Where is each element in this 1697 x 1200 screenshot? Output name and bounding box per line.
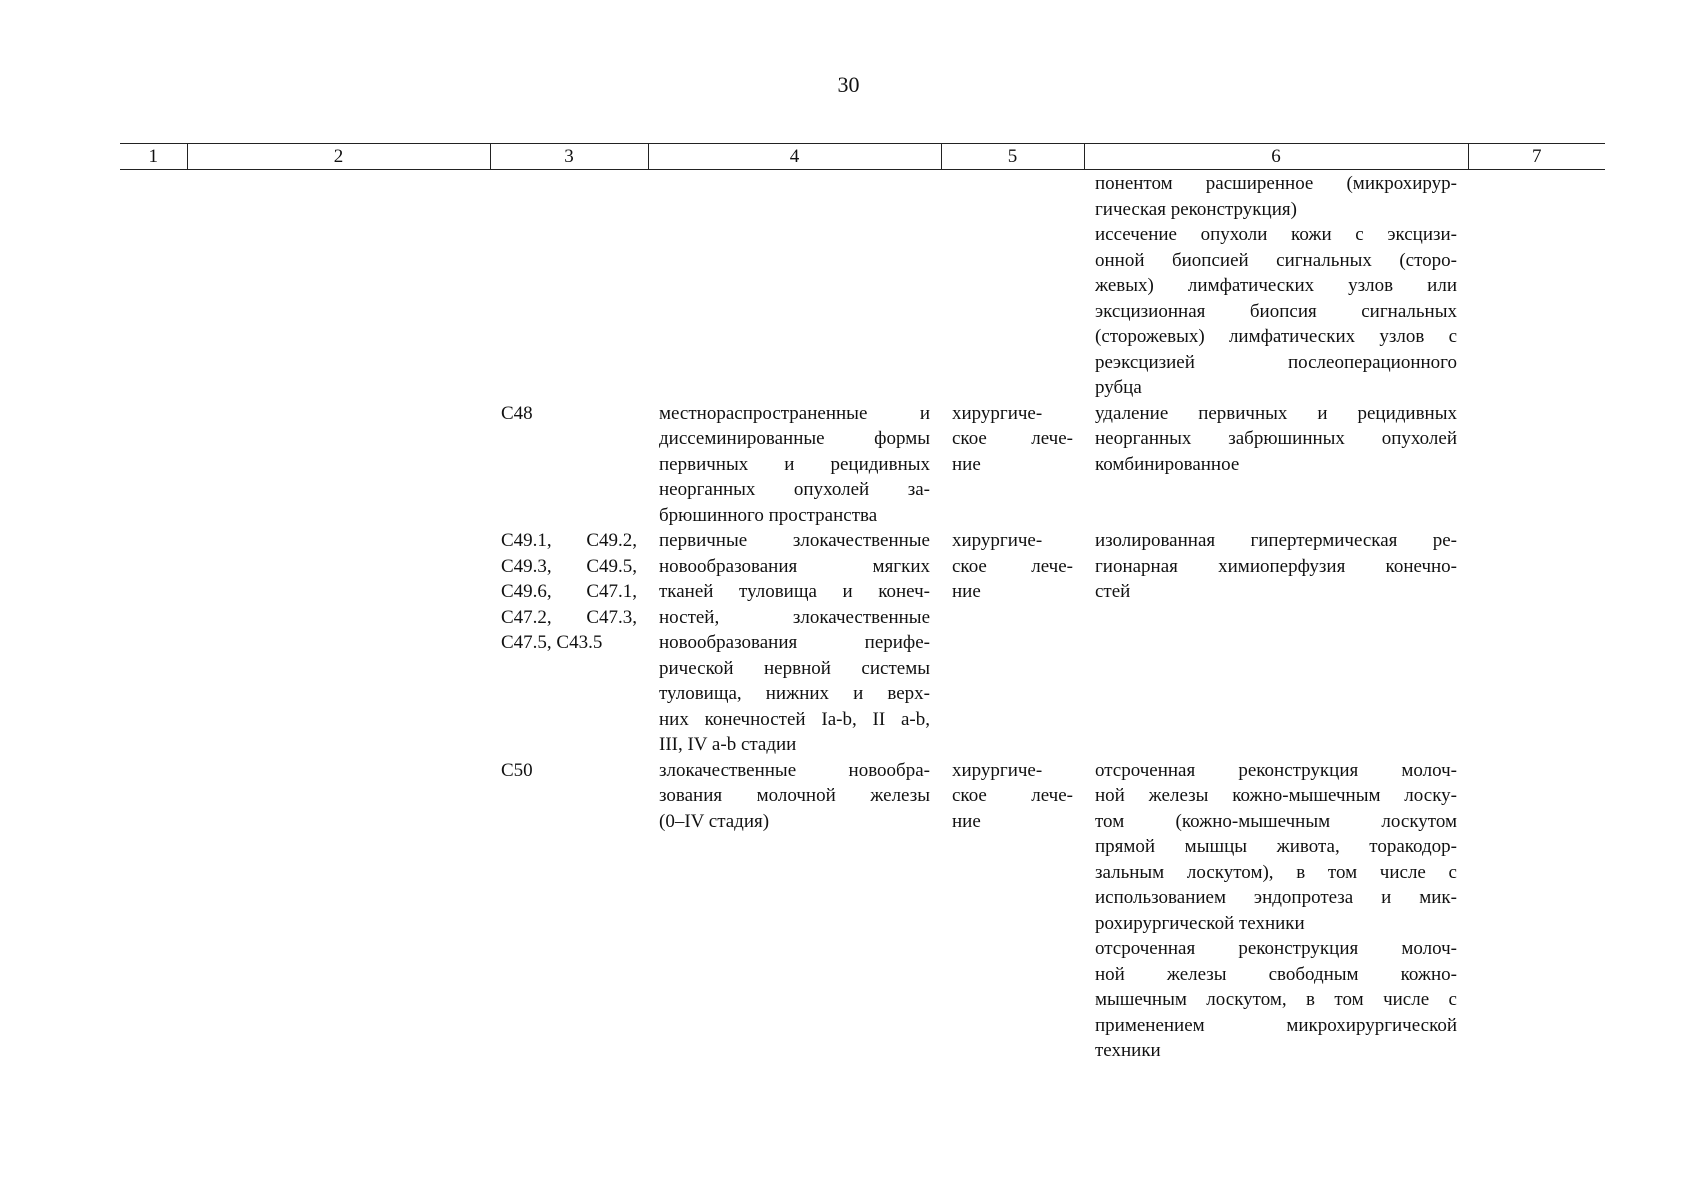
text-line: рической нервной системы xyxy=(659,657,930,679)
text-line: неорганных забрюшинных опухолей xyxy=(1095,428,1457,449)
table-row xyxy=(120,528,1605,758)
text-line: техники xyxy=(1095,1040,1161,1061)
text-line: ние xyxy=(952,581,981,602)
table-row xyxy=(120,401,1605,529)
text-line: неорганных опухолей за- xyxy=(659,479,930,500)
icd-code-cell xyxy=(490,758,648,1064)
text-line: эксцизионная биопсия сигнальных xyxy=(1095,300,1457,322)
column-number-header: 1 xyxy=(120,144,187,170)
text-line: C50 xyxy=(501,759,533,781)
table-row xyxy=(120,758,1605,1064)
text-line: том (кожно-мышечным лоскутом xyxy=(1095,810,1457,832)
medical-care-table xyxy=(120,143,1605,1064)
text-line: C47.5, C43.5 xyxy=(501,632,603,653)
text-line: C48 xyxy=(501,402,533,424)
page-number: 30 xyxy=(837,72,860,97)
text-line: местнораспространенные и xyxy=(659,402,930,424)
text-line: изолированная гипертермическая ре- xyxy=(1095,530,1457,551)
text-line: гионарная химиоперфузия конечно- xyxy=(1095,555,1457,577)
text-line: ние xyxy=(952,453,981,475)
text-line: туловища, нижних и верх- xyxy=(659,683,930,704)
text-line: ной железы кожно-мышечным лоску- xyxy=(1095,785,1457,806)
text-line: прямой мышцы живота, торакодор- xyxy=(1095,836,1457,857)
column-number-row xyxy=(120,144,1605,170)
method-cell xyxy=(1084,758,1468,1064)
text-line: новообразования перифе- xyxy=(659,632,930,653)
text-line: диссеминированные формы xyxy=(659,428,930,449)
text-line: III, IV a-b стадии xyxy=(659,734,797,755)
text-line: C49.1, C49.2, xyxy=(501,530,637,551)
text-line: стей xyxy=(1095,581,1131,602)
column-number-header: 2 xyxy=(187,144,490,170)
text-line: C49.3, C49.5, xyxy=(501,555,637,577)
column-number-header: 4 xyxy=(648,144,941,170)
text-line: использованием эндопротеза и мик- xyxy=(1095,887,1457,908)
text-line: новообразования мягких xyxy=(659,555,930,577)
treatment-type-cell xyxy=(941,758,1084,1064)
treatment-type-cell xyxy=(941,528,1084,758)
text-line: хирургиче- xyxy=(952,759,1043,781)
text-line: первичные злокачественные xyxy=(659,530,930,551)
text-line: отсроченная реконструкция молоч- xyxy=(1095,759,1457,781)
text-line: ское лече- xyxy=(952,785,1073,806)
diagnosis-cell xyxy=(648,758,941,1064)
text-line: злокачественные новообра- xyxy=(659,759,930,781)
text-line: реэксцизией послеоперационного xyxy=(1095,351,1457,373)
text-line: первичных и рецидивных xyxy=(659,453,930,475)
text-line: хирургиче- xyxy=(952,530,1043,551)
column-number-header: 7 xyxy=(1468,144,1605,170)
treatment-type-cell xyxy=(941,401,1084,529)
text-line: понентом расширенное (микрохирур- xyxy=(1095,173,1457,194)
text-line: рохирургической техники xyxy=(1095,912,1305,934)
text-line: брюшинного пространства xyxy=(659,504,878,526)
text-line: ностей, злокачественные xyxy=(659,606,930,628)
text-line: мышечным лоскутом, в том числе с xyxy=(1095,989,1457,1010)
text-line: ское лече- xyxy=(952,428,1073,449)
text-line: хирургиче- xyxy=(952,402,1043,424)
text-line: (сторожевых) лимфатических узлов с xyxy=(1095,326,1457,347)
text-line: тканей туловища и конеч- xyxy=(659,581,930,602)
text-line: применением микрохирургической xyxy=(1095,1014,1457,1036)
continuation-row xyxy=(120,170,1605,401)
icd-code-cell xyxy=(490,528,648,758)
text-line: ское лече- xyxy=(952,555,1073,577)
diagnosis-cell xyxy=(648,528,941,758)
column-number-header: 3 xyxy=(490,144,648,170)
text-line: ной железы свободным кожно- xyxy=(1095,963,1457,985)
column-number-header: 5 xyxy=(941,144,1084,170)
icd-code-cell xyxy=(490,401,648,529)
diagnosis-cell xyxy=(648,401,941,529)
method-cell xyxy=(1084,401,1468,529)
text-line: жевых) лимфатических узлов или xyxy=(1095,275,1457,296)
text-line: отсроченная реконструкция молоч- xyxy=(1095,938,1457,959)
column-number-header: 6 xyxy=(1084,144,1468,170)
method-cell xyxy=(1084,528,1468,758)
text-line: онной биопсией сигнальных (сторо- xyxy=(1095,249,1457,271)
text-line: C49.6, C47.1, xyxy=(501,581,637,602)
text-line: иссечение опухоли кожи с эксцизи- xyxy=(1095,224,1457,245)
text-line: них конечностей Ia-b, II a-b, xyxy=(659,708,930,730)
text-line: зования молочной железы xyxy=(659,785,930,806)
text-line: комбинированное xyxy=(1095,453,1240,475)
text-line: C47.2, C47.3, xyxy=(501,606,637,628)
text-line: рубца xyxy=(1095,377,1142,398)
text-line: (0–IV стадия) xyxy=(659,810,770,832)
method-cell xyxy=(1084,170,1468,401)
text-line: зальным лоскутом), в том числе с xyxy=(1095,861,1457,883)
text-line: гическая реконструкция) xyxy=(1095,198,1297,220)
text-line: удаление первичных и рецидивных xyxy=(1095,402,1457,424)
text-line: ние xyxy=(952,810,981,832)
